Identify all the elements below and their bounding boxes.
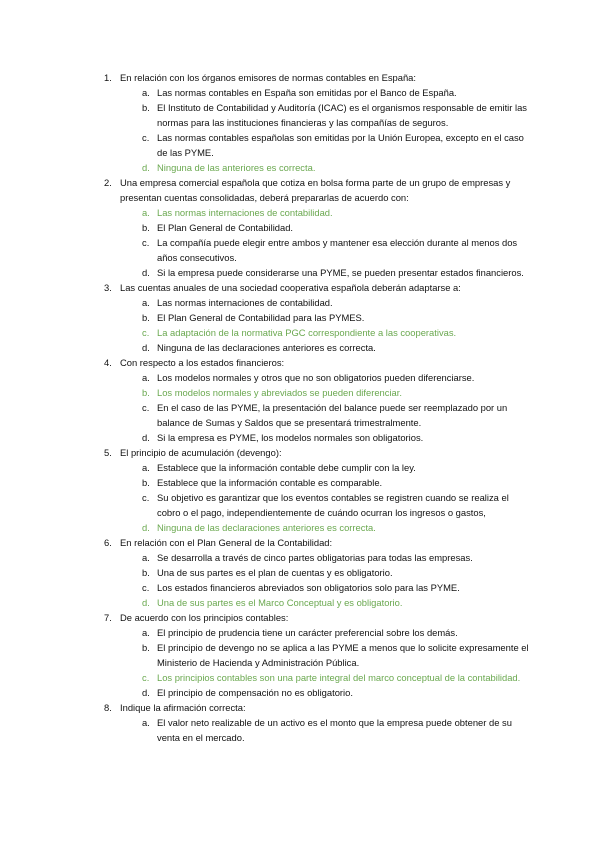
option-letter: a. — [142, 87, 150, 98]
option-letter: b. — [142, 102, 150, 113]
question-stem — [0, 610, 600, 625]
option-text: Si la empresa puede considerarse una PYME, se pueden presentar estados financieros. — [157, 267, 524, 278]
question-stem — [0, 175, 600, 205]
question-text: El principio de acumulación (devengo): — [120, 447, 282, 458]
answer-option-correct — [0, 520, 600, 535]
option-letter: c. — [142, 402, 150, 413]
option-letter: b. — [142, 312, 150, 323]
answer-option — [0, 85, 600, 100]
option-letter: d. — [142, 267, 150, 278]
option-letter: a. — [142, 717, 150, 728]
option-letter: d. — [142, 597, 150, 608]
answer-option — [0, 475, 600, 490]
answer-option — [0, 490, 600, 520]
option-letter: b. — [142, 387, 150, 398]
option-text: Ninguna de las anteriores es correcta. — [157, 162, 316, 173]
answer-option — [0, 715, 600, 745]
answer-option — [0, 370, 600, 385]
option-text: Una de sus partes es el plan de cuentas y es obligatorio. — [157, 567, 393, 578]
question-text: Con respecto a los estados financieros: — [120, 357, 285, 368]
question-stem — [0, 70, 600, 85]
question-stem — [0, 700, 600, 715]
question-stem — [0, 445, 600, 460]
question-number: 8. — [104, 702, 112, 713]
answer-option-correct — [0, 325, 600, 340]
option-text: La compañía puede elegir entre ambos y mantener esa elección durante al menos dos años consecutivos. — [157, 237, 518, 263]
option-text: El Plan General de Contabilidad para las PYMES. — [157, 312, 365, 323]
option-letter: d. — [142, 522, 150, 533]
option-letter: b. — [142, 642, 150, 653]
option-text: Establece que la información contable debe cumplir con la ley. — [157, 462, 416, 473]
option-text: Las normas internaciones de contabilidad. — [157, 207, 333, 218]
option-letter: d. — [142, 342, 150, 353]
question-5 — [0, 445, 600, 535]
question-number: 5. — [104, 447, 112, 458]
option-text: Las normas internaciones de contabilidad. — [157, 297, 333, 308]
question-text: Indique la afirmación correcta: — [120, 702, 246, 713]
option-text: En el caso de las PYME, la presentación del balance puede ser reemplazado por un balance de Sumas y Saldos que se presentará trimestralmente. — [157, 402, 508, 428]
answer-option-correct — [0, 670, 600, 685]
option-text: El principio de prudencia tiene un carácter preferencial sobre los demás. — [157, 627, 458, 638]
question-6 — [0, 535, 600, 610]
answer-option — [0, 565, 600, 580]
option-text: El valor neto realizable de un activo es el monto que la empresa puede obtener de su venta en el mercado. — [157, 717, 512, 743]
answer-option — [0, 265, 600, 280]
question-text: Una empresa comercial española que cotiza en bolsa forma parte de un grupo de empresas y presentan cuentas consolidadas, deberá prepararlas de acuerdo con: — [120, 177, 511, 203]
answer-option — [0, 235, 600, 265]
answer-option — [0, 340, 600, 355]
answer-option-correct — [0, 160, 600, 175]
option-letter: b. — [142, 222, 150, 233]
option-letter: b. — [142, 567, 150, 578]
option-letter: c. — [142, 237, 150, 248]
question-2 — [0, 175, 600, 280]
option-text: Si la empresa es PYME, los modelos normales son obligatorios. — [157, 432, 424, 443]
answer-option — [0, 220, 600, 235]
option-text: La adaptación de la normativa PGC correspondiente a las cooperativas. — [157, 327, 457, 338]
option-text: Los modelos normales y otros que no son obligatorios pueden diferenciarse. — [157, 372, 475, 383]
answer-option — [0, 295, 600, 310]
option-letter: a. — [142, 372, 150, 383]
question-number: 1. — [104, 72, 112, 83]
question-stem — [0, 280, 600, 295]
option-text: Establece que la información contable es comparable. — [157, 477, 383, 488]
question-number: 4. — [104, 357, 112, 368]
question-text: Las cuentas anuales de una sociedad cooperativa española deberán adaptarse a: — [120, 282, 461, 293]
answer-option-correct — [0, 595, 600, 610]
option-text: El Instituto de Contabilidad y Auditoría (ICAC) es el organismos responsable de emitir las normas para las instituciones financieras y las compañías de seguros. — [157, 102, 527, 128]
answer-option — [0, 130, 600, 160]
question-number: 7. — [104, 612, 112, 623]
option-text: Se desarrolla a través de cinco partes obligatorias para todas las empresas. — [157, 552, 473, 563]
option-letter: d. — [142, 687, 150, 698]
answer-option — [0, 580, 600, 595]
option-text: Una de sus partes es el Marco Conceptual y es obligatorio. — [157, 597, 403, 608]
option-text: El principio de compensación no es obligatorio. — [157, 687, 353, 698]
answer-option — [0, 310, 600, 325]
option-text: Las normas contables españolas son emitidas por la Unión Europea, excepto en el caso de las PYME. — [157, 132, 524, 158]
option-letter: c. — [142, 582, 150, 593]
answer-option — [0, 550, 600, 565]
question-8 — [0, 700, 600, 745]
answer-option — [0, 430, 600, 445]
option-text: El principio de devengo no se aplica a las PYME a menos que lo solicite expresamente el Ministerio de Hacienda y Administración Pública. — [157, 642, 529, 668]
option-letter: d. — [142, 432, 150, 443]
question-3 — [0, 280, 600, 355]
answer-option — [0, 460, 600, 475]
option-text: Los principios contables son una parte integral del marco conceptual de la contabilidad. — [157, 672, 521, 683]
option-letter: b. — [142, 477, 150, 488]
question-4 — [0, 355, 600, 445]
option-letter: a. — [142, 627, 150, 638]
answer-option — [0, 400, 600, 430]
question-7 — [0, 610, 600, 700]
quiz-document — [0, 70, 600, 745]
question-text: De acuerdo con los principios contables: — [120, 612, 289, 623]
answer-option — [0, 685, 600, 700]
question-number: 2. — [104, 177, 112, 188]
option-text: El Plan General de Contabilidad. — [157, 222, 294, 233]
answer-option-correct — [0, 385, 600, 400]
option-letter: a. — [142, 207, 150, 218]
question-text: En relación con los órganos emisores de normas contables en España: — [120, 72, 417, 83]
question-number: 6. — [104, 537, 112, 548]
question-stem — [0, 535, 600, 550]
option-letter: a. — [142, 552, 150, 563]
option-text: Las normas contables en España son emitidas por el Banco de España. — [157, 87, 457, 98]
question-number: 3. — [104, 282, 112, 293]
option-letter: c. — [142, 132, 150, 143]
option-letter: d. — [142, 162, 150, 173]
option-text: Ninguna de las declaraciones anteriores es correcta. — [157, 522, 376, 533]
option-text: Los estados financieros abreviados son obligatorios solo para las PYME. — [157, 582, 460, 593]
option-text: Ninguna de las declaraciones anteriores es correcta. — [157, 342, 376, 353]
option-text: Su objetivo es garantizar que los eventos contables se registren cuando se realiza el cobro o el pago, independientemente de cuándo ocurran los ingresos o gastos, — [157, 492, 509, 518]
option-letter: c. — [142, 327, 150, 338]
question-1 — [0, 70, 600, 175]
answer-option — [0, 625, 600, 640]
option-letter: a. — [142, 297, 150, 308]
option-letter: c. — [142, 492, 150, 503]
answer-option — [0, 640, 600, 670]
option-letter: c. — [142, 672, 150, 683]
option-text: Los modelos normales y abreviados se pueden diferenciar. — [157, 387, 402, 398]
question-text: En relación con el Plan General de la Contabilidad: — [120, 537, 333, 548]
option-letter: a. — [142, 462, 150, 473]
answer-option-correct — [0, 205, 600, 220]
answer-option — [0, 100, 600, 130]
question-stem — [0, 355, 600, 370]
